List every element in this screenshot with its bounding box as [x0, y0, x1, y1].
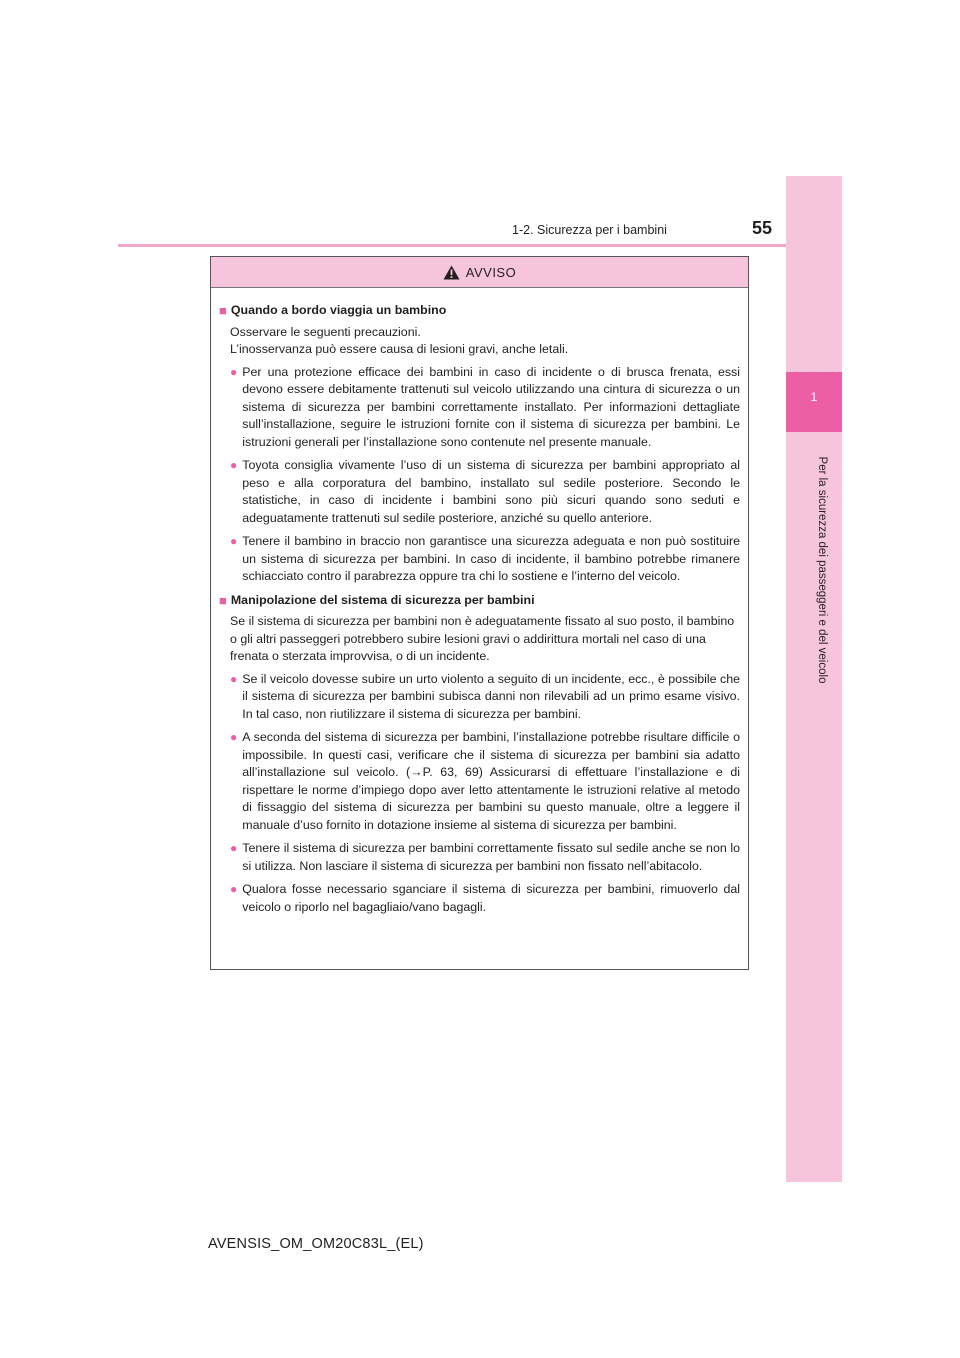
group-title-text: Quando a bordo viaggia un bambino — [230, 303, 447, 317]
dot-bullet-icon: ● — [230, 730, 238, 744]
warning-group — [219, 302, 740, 586]
header-divider — [118, 244, 840, 247]
list-item-text: A seconda del sistema di sicurezza per bambini, l’installazione potrebbe risultare difficile o impossibile. In questi casi, verificare che il sistema di sicurezza per bambini sia adatto all’installazione sul veicolo. (→P. 63, 69) Assicurarsi di effettuare l’installazione e di rispettare le norme d’impiego dopo aver letto attentamente le istruzioni relative al metodo di fissaggio del sistema di sicurezza per bambini su questo manuale, oltre a leggere il manuale d’uso fornito in dotazione insieme al sistema di sicurezza per bambini. — [242, 730, 740, 832]
warning-group — [219, 592, 740, 917]
warning-box — [210, 256, 749, 970]
dot-bullet-icon: ● — [230, 364, 238, 379]
list-item-text: Tenere il bambino in braccio non garantisce una sicurezza adeguata e non può sostituire un sistema di sicurezza per bambini. In caso di incidente, il bambino potrebbe rimanere schiacciato contro il parabrezza oppure tra chi lo sostiene e l’interno del veicolo. — [242, 534, 740, 583]
list-item-text: Qualora fosse necessario sganciare il sistema di sicurezza per bambini, rimuoverlo dal veicolo o riporlo nel bagagliaio/vano bagagli. — [242, 882, 740, 914]
warning-label: AVVISO — [465, 264, 517, 280]
warning-triangle-icon — [443, 265, 460, 280]
group-intro — [230, 324, 740, 359]
section-title: 1-2. Sicurezza per i bambini — [512, 223, 667, 237]
dot-bullet-icon: ● — [230, 671, 238, 686]
dot-bullet-icon: ● — [230, 841, 238, 855]
dot-bullet-icon: ● — [230, 882, 238, 896]
group-title — [219, 302, 740, 320]
group-title-text: Manipolazione del sistema di sicurezza per bambini — [230, 592, 535, 607]
list-item-text: Se il veicolo dovesse subire un urto violento a seguito di un incidente, ecc., è possibile che il sistema di sicurezza per bambini subisca danni non rilevabili ad un primo esame visivo. In tal caso, non riutilizzare il sistema di sicurezza per bambini. — [242, 671, 740, 721]
square-bullet-icon: ■ — [219, 303, 227, 318]
dot-bullet-icon: ● — [230, 534, 238, 548]
list-item — [230, 729, 740, 834]
list-item-text: Tenere il sistema di sicurezza per bambini correttamente fissato sul sedile anche se non lo si utilizza. Non lasciare il sistema di sicurezza per bambini non fissato nell’abitacolo. — [242, 841, 740, 873]
page-number: 55 — [752, 218, 773, 238]
list-item — [230, 457, 740, 527]
list-item — [230, 881, 740, 916]
document-code: AVENSIS_OM_OM20C83L_(EL) — [208, 1236, 424, 1252]
warning-body — [211, 288, 748, 916]
warning-header — [211, 257, 748, 288]
list-item-text: Per una protezione efficace dei bambini in caso di incidente o di brusca frenata, essi devono essere debitamente trattenuti sul veicolo utilizzando una cintura di sicurezza o un sistema di sicurezza per bambini correttamente installato. Per informazioni dettagliate sull’installazione, seguire le istruzioni fornite con il sistema di sicurezza per bambini. Le istruzioni generali per l’installazione sono contenute nel presente manuale. — [242, 364, 740, 449]
group-intro — [230, 613, 740, 666]
list-item — [230, 671, 740, 724]
list-item-text: Toyota consiglia vivamente l’uso di un sistema di sicurezza per bambini appropriato al peso e alla corporatura del bambino, installato sul sedile posteriore. Secondo le statistiche, in caso di incidente i bambini sono più sicuri quando sono seduti e adeguatamente trattenuti sul sedile posteriore, anziché su quello anteriore. — [242, 458, 740, 525]
list-item — [230, 840, 740, 875]
chapter-number: 1 — [810, 390, 818, 404]
chapter-title: Per la sicurezza dei passeggeri e del veicolo — [816, 456, 828, 684]
list-item — [230, 364, 740, 452]
group-title — [219, 592, 740, 610]
intro-paragraph: Osservare le seguenti precauzioni. — [230, 324, 421, 339]
square-bullet-icon: ■ — [219, 592, 227, 608]
list-item — [230, 533, 740, 586]
dot-bullet-icon: ● — [230, 458, 238, 472]
intro-paragraph: Se il sistema di sicurezza per bambini non è adeguatamente fissato al suo posto, il bambino o gli altri passeggeri potrebbero subire lesioni gravi o addirittura mortali nel caso di una frenata o sterzata improvvisa, o di un incidente. — [230, 614, 735, 663]
intro-paragraph: L’inosservanza può essere causa di lesioni gravi, anche letali. — [230, 342, 569, 356]
